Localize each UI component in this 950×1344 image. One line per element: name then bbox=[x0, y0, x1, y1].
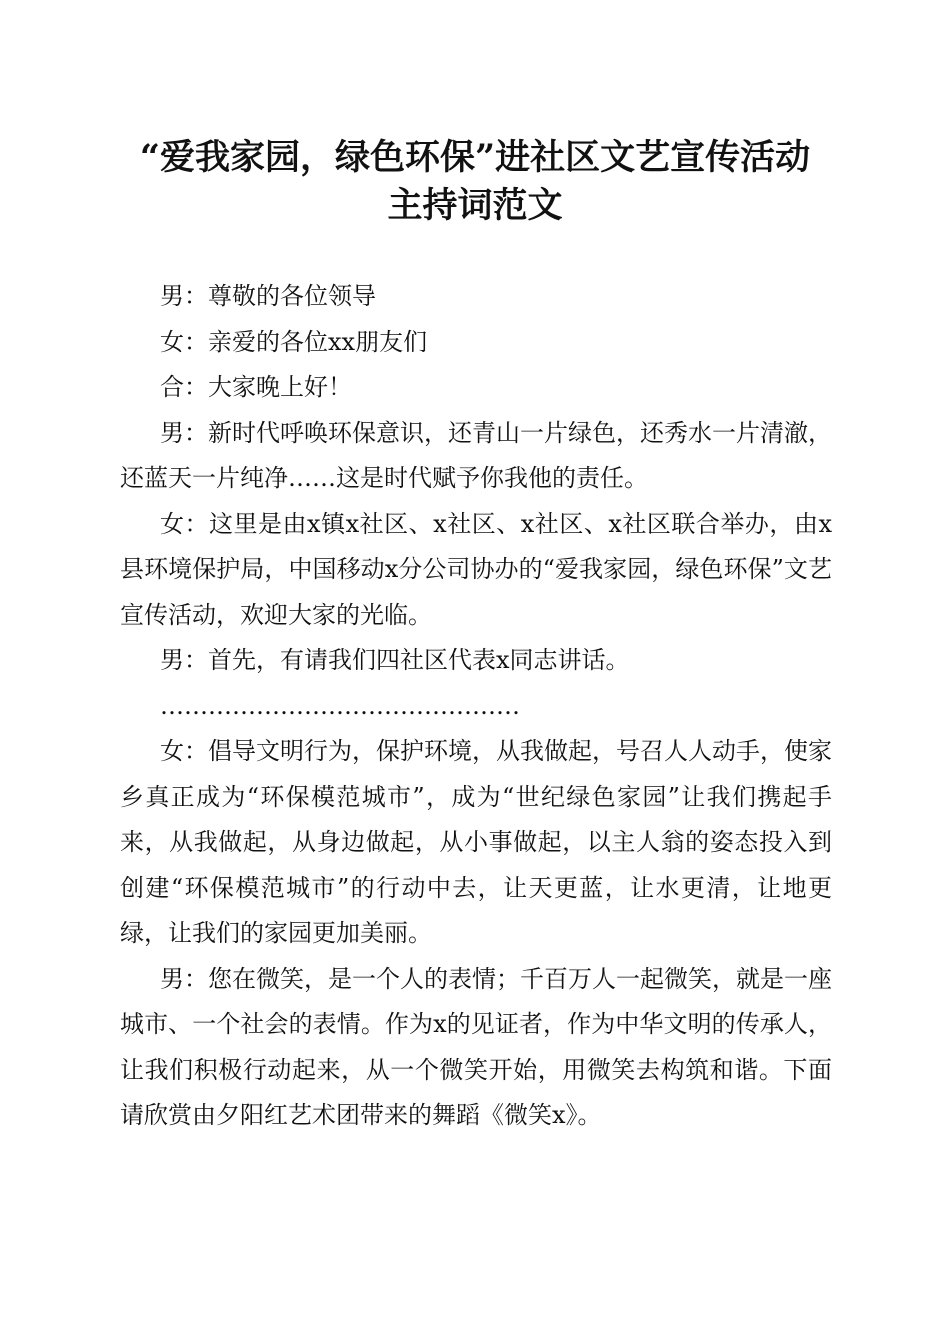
title-line-2: 主持词范文 bbox=[387, 185, 563, 226]
document-title bbox=[100, 134, 850, 230]
paragraph-male-smile: 男：您在微笑，是一个人的表情；千百万人一起微笑，就是一座城市、一个社会的表情。作为x的见证者，作为中华文明的传承人，让我们积极行动起来，从一个微笑开始，用微笑去构筑和谐。下面请欣赏由夕阳红艺术团带来的舞蹈《微笑x》。 bbox=[120, 964, 832, 1129]
title-line-1: “爱我家园，绿色环保”进社区文艺宣传活动 bbox=[139, 137, 811, 178]
paragraph-greeting-together: 合：大家晚上好！ bbox=[160, 373, 352, 401]
paragraph-greeting-female: 女：亲爱的各位xx朋友们 bbox=[160, 327, 428, 356]
paragraph-female-organizers: 女：这里是由x镇x社区、x社区、x社区、x社区联合举办，由x县环境保护局，中国移动x分公司协办的“爱我家园，绿色环保”文艺宣传活动，欢迎大家的光临。 bbox=[120, 509, 832, 629]
paragraph-male-new-era: 男：新时代呼唤环保意识，还青山一片绿色，还秀水一片清澈，还蓝天一片纯净……这是时代赋予你我他的责任。 bbox=[120, 418, 832, 492]
paragraph-greeting-male: 男：尊敬的各位领导 bbox=[160, 282, 376, 310]
paragraph-male-speech-invite: 男：首先，有请我们四社区代表x同志讲话。 bbox=[160, 646, 630, 674]
document-body bbox=[120, 274, 832, 1139]
paragraph-female-civilization: 女：倡导文明行为，保护环境，从我做起，号召人人动手，使家乡真正成为“环保模范城市”，成为“世纪绿色家园”让我们携起手来，从我做起，从身边做起，从小事做起，以主人翁的姿态投入到创建“环保模范城市”的行动中去，让天更蓝，让水更清，让地更绿，让我们的家园更加美丽。 bbox=[120, 737, 832, 947]
ellipsis-separator: ……………………………………… bbox=[160, 691, 520, 720]
